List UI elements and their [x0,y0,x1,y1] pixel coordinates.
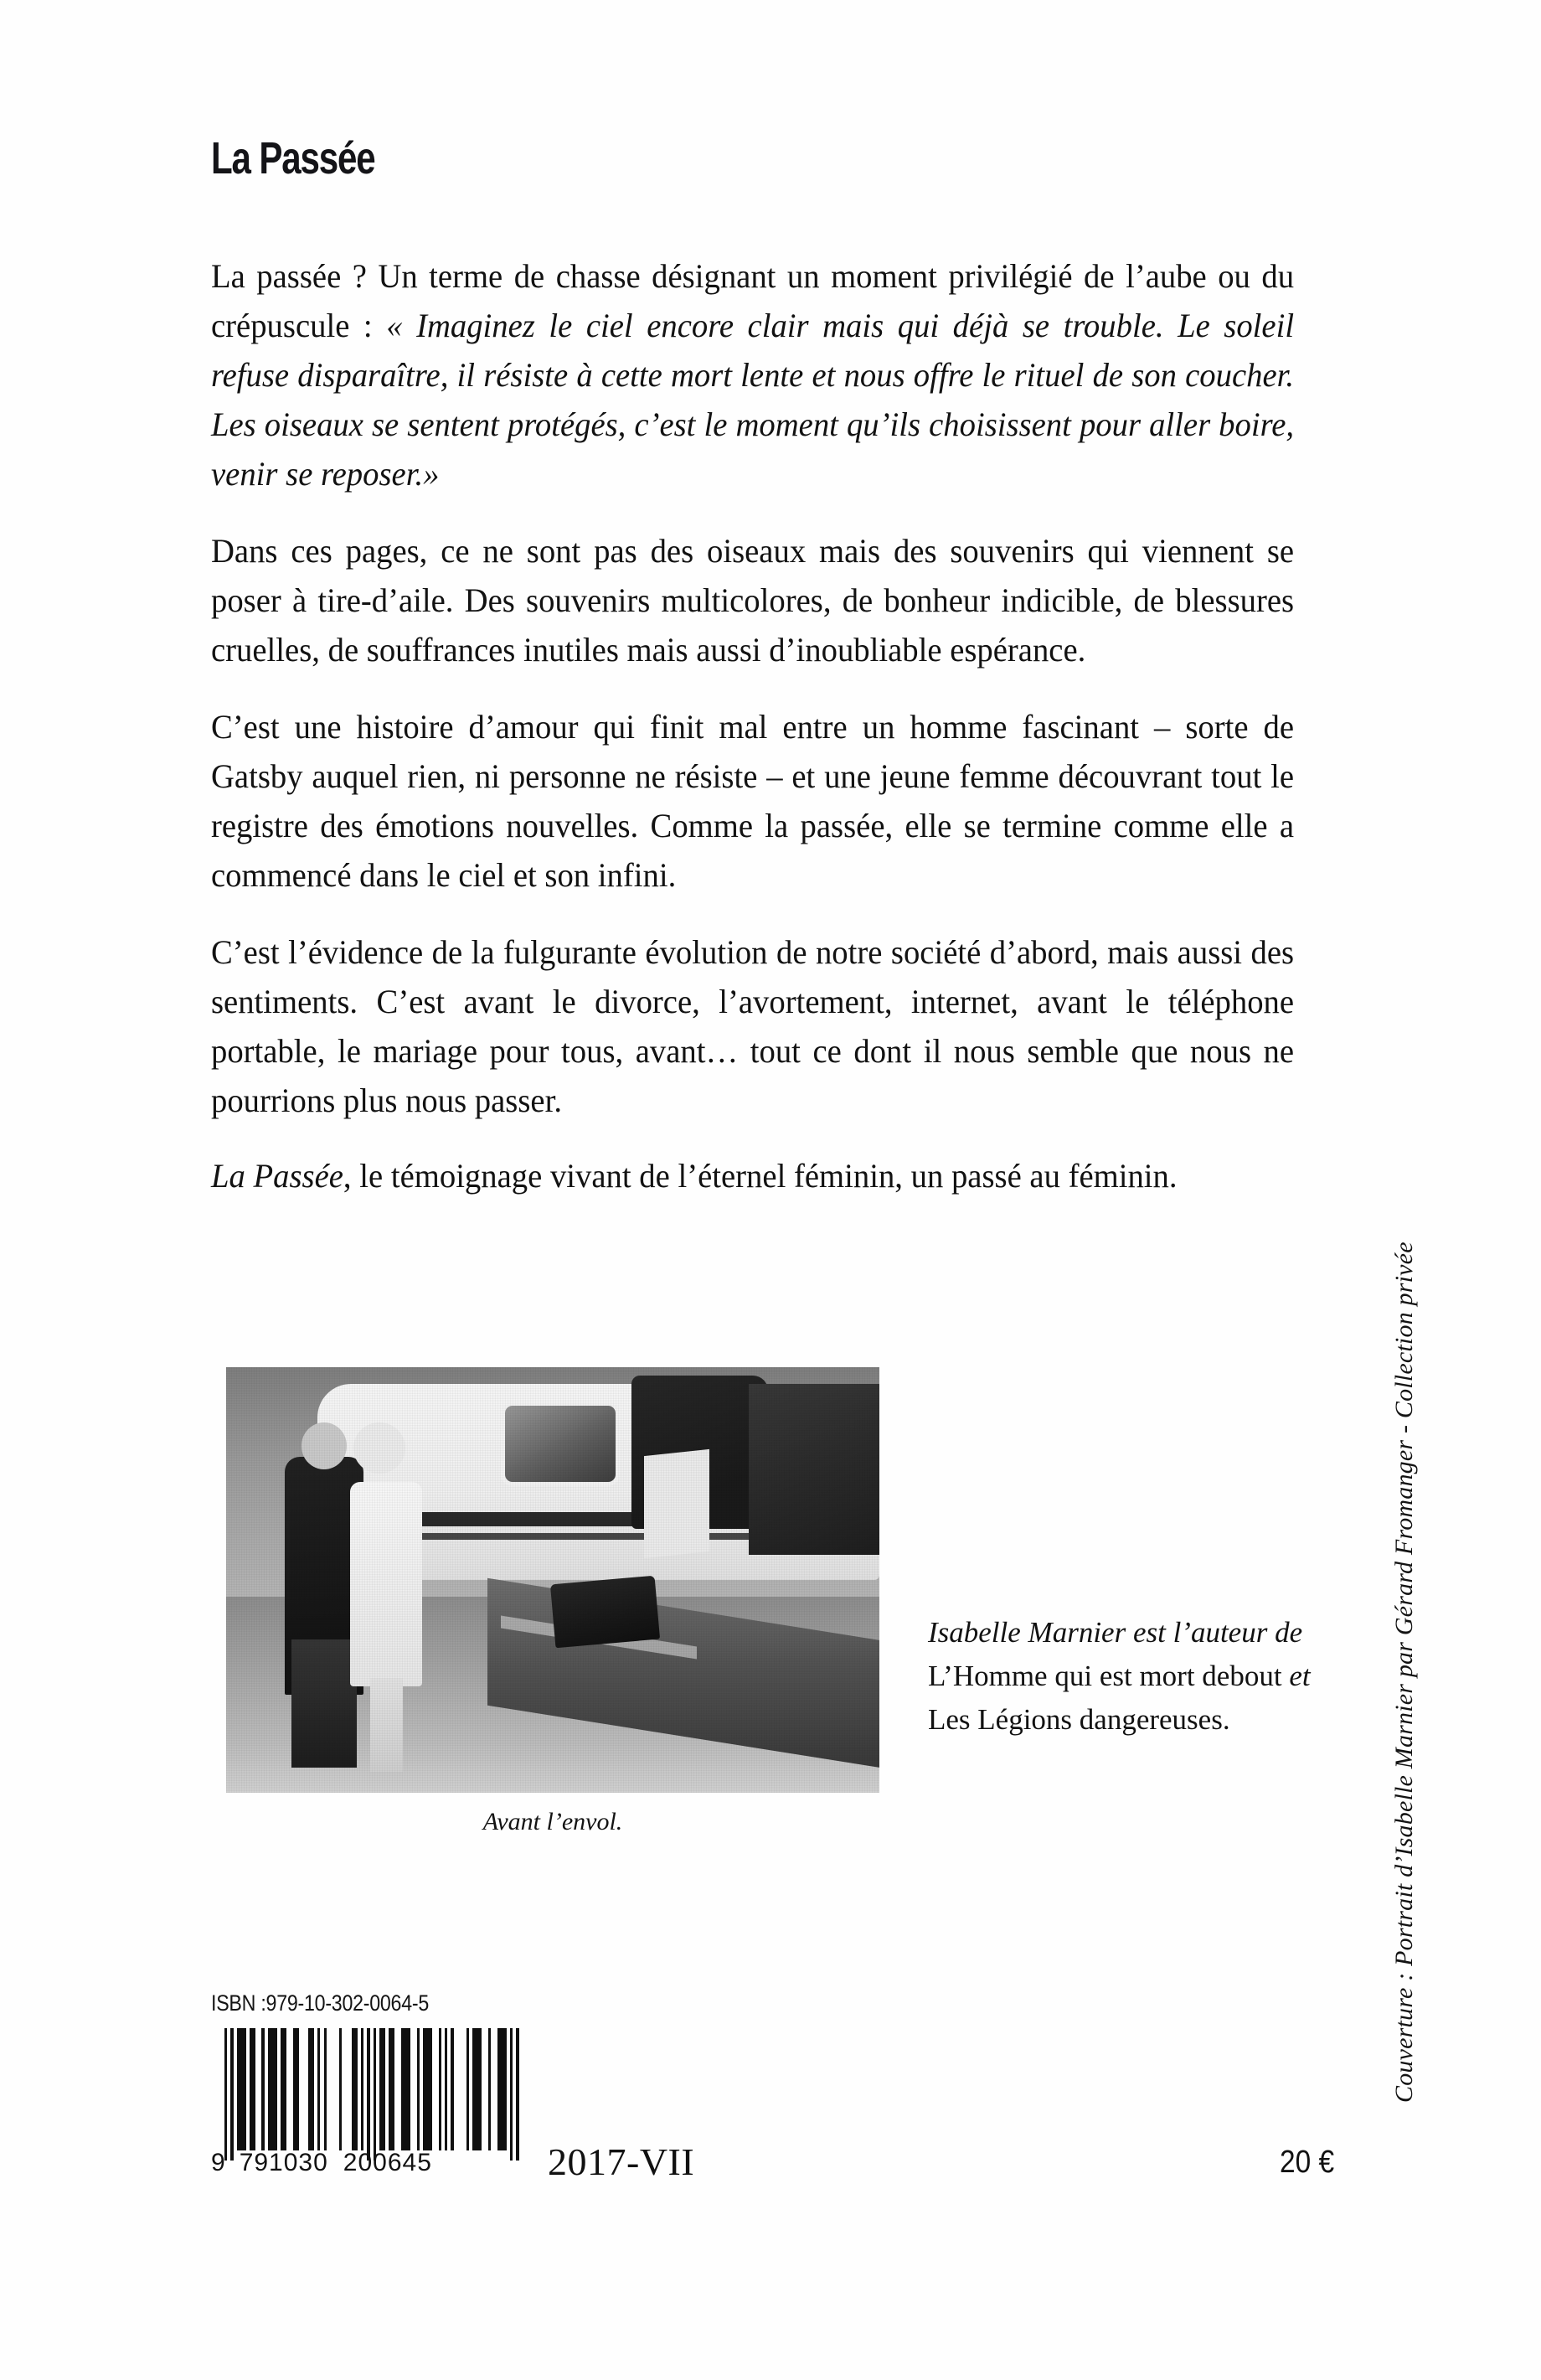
ean13-barcode [224,2028,519,2150]
author-bio [928,1611,1347,1742]
barcode-bar [417,2028,420,2150]
barcode-bar [261,2028,264,2150]
bio-book-one: L’Homme [928,1660,1048,1692]
barcode-bar [224,2028,227,2161]
paragraph-definition [211,251,1294,498]
edition-year: 2017-VII [548,2140,695,2183]
paragraph-definition-quote: « Imaginez le ciel encore clair mais qui déjà se trouble. Le soleil refuse disparaître, il résiste à cette mort lente et nous offre le rituel de son coucher. Les oiseaux se sentent protégés, c’est le moment qu’ils choisissent pour aller boire, venir se reposer.» [211,307,1295,493]
isbn-block [211,1990,546,2150]
barcode-bar [237,2028,246,2150]
barcode-bar [466,2028,469,2150]
photo-film-grain-overlay [226,1367,879,1793]
paragraph-society: C’est l’évidence de la fulgurante évolution de notre société d’abord, mais aussi des sentiments. C’est avant le divorce, l’avortement, internet, avant le téléphone portable, le mariage pour tous, avant… tout ce dont il nous semble que nous ne pourrions plus nous passer. [211,933,1295,1119]
barcode-bar [379,2028,385,2150]
barcode-bar [281,2028,286,2150]
barcode-bar [389,2028,394,2150]
barcode-bar [423,2028,432,2150]
barcode-lead-digit: 9 [211,2149,226,2176]
barcode-bar [250,2028,255,2150]
isbn-label: ISBN : [211,1990,266,2016]
barcode-digits [211,2149,546,2177]
barcode-bar [451,2028,453,2150]
closing-book-title: La Passée [211,1157,343,1195]
barcode-bar [488,2028,491,2150]
photo-caption: Avant l’envol. [482,1808,623,1835]
barcode-bar [445,2028,447,2150]
body-text-column [211,251,1345,1200]
barcode-bar [401,2028,410,2150]
barcode-bar [293,2028,299,2150]
barcode-bar [361,2028,363,2150]
barcode-bar [497,2028,507,2150]
barcode-bar [472,2028,482,2150]
barcode-bar [367,2028,369,2161]
barcode-bar [510,2028,513,2161]
barcode-bar [374,2028,376,2161]
barcode-bar [230,2028,233,2161]
isbn-label-and-number [211,1990,499,2016]
barcode-bar [516,2028,518,2161]
barcode-bar [308,2028,314,2150]
barcode-bar [339,2028,342,2150]
cover-photograph [226,1367,879,1793]
cover-credit: Couverture : Portrait d’Isabelle Marnier par Gérard Fromanger - Collection privée [1390,1242,1418,2103]
paragraph-memories: Dans ces pages, ce ne sont pas des oiseaux mais des souvenirs qui viennent se poser à tire-d’aile. Des souvenirs multicolores, de bonheur indicible, de blessures cruelles, de souffrances inutiles mais aussi d’inoubliable espérance. [211,532,1295,669]
barcode-bar [352,2028,358,2150]
bio-book-two: Les Légions dangereuses. [928,1703,1230,1736]
barcode-group-one: 791030 [239,2149,328,2176]
barcode-bar [324,2028,327,2150]
closing-rest: , le témoignage vivant de l’éternel féminin, un passé au féminin. [343,1157,1178,1195]
paragraph-definition-lead: La passée ? Un terme de chasse désignant un moment privilégié de l’aube ou du crépuscule : [211,257,1295,344]
bio-author-of: l’auteur de [1172,1616,1303,1649]
barcode-bar [268,2028,277,2150]
barcode-bar [317,2028,320,2150]
barcode-bar [439,2028,441,2150]
bio-author-name: Isabelle Marnier est [928,1616,1166,1649]
photograph-image [226,1367,879,1793]
bio-book-one-cont: qui est mort debout [1054,1660,1290,1692]
paragraph-love-story: C’est une histoire d’amour qui finit mal entre un homme fascinant – sorte de Gatsby auquel rien, ni personne ne résiste – et une jeune femme découvrant tout le registre des émotions nouvelles. Comme la passée, elle se termine comme elle a commencé dans le ciel et son infini. [211,708,1295,894]
barcode-group-two: 200645 [343,2149,432,2176]
paragraph-closing [211,1151,1294,1200]
isbn-number: 979-10-302-0064-5 [265,1990,429,2016]
price-label: 20 € [1280,2145,1335,2180]
page-title: La Passée [211,133,375,183]
bio-conjunction: et [1289,1660,1311,1692]
